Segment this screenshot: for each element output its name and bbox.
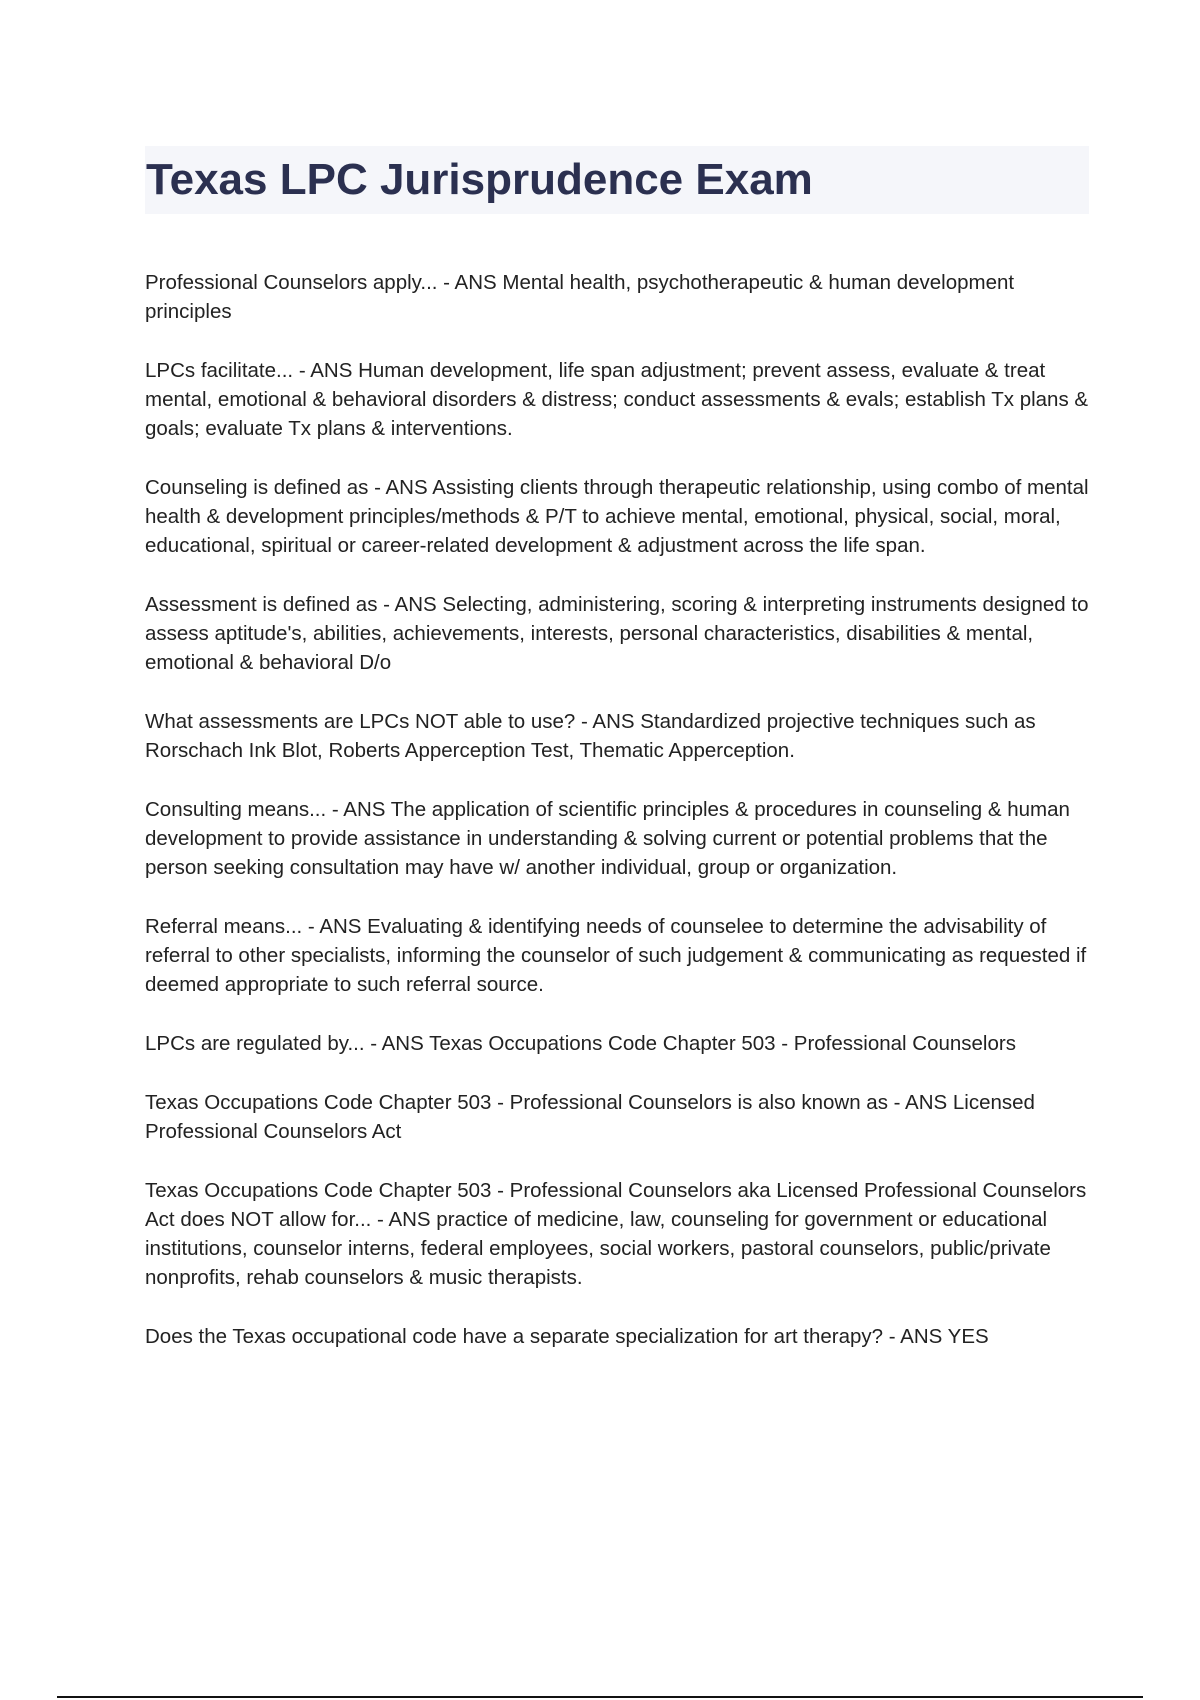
qa-item [145, 1088, 1095, 1146]
qa-item [145, 1176, 1095, 1292]
answer-text: The application of scientific principles & procedures in counseling & human development to provide assistance in understanding & solving current or potential problems that the person seeking consultation may have w/ another individual, group or organization. [145, 798, 1070, 879]
question-text: Texas Occupations Code Chapter 503 - Professional Counselors aka Licensed Professional Counselors Act does NOT allow for... [145, 1179, 1087, 1231]
answer-text: Selecting, administering, scoring & interpreting instruments designed to assess aptitude's, abilities, achievements, interests, personal characteristics, disabilities & mental, emotional & behavioral D/o [145, 593, 1089, 674]
answer-text: YES [947, 1325, 989, 1348]
answer-text: Texas Occupations Code Chapter 503 - Professional Counselors [429, 1032, 1016, 1055]
question-text: Consulting means... [145, 798, 327, 821]
answer-text: Standardized projective techniques such as Rorschach Ink Blot, Roberts Apperception Test, Thematic Apperception. [145, 710, 1036, 762]
answer-text: Assisting clients through therapeutic relationship, using combo of mental health & development principles/methods & P/T to achieve mental, emotional, physical, social, moral, educational, spiritual or career-related development & adjustment across the life span. [145, 476, 1089, 557]
question-text: Counseling is defined as [145, 476, 369, 499]
document-title: Texas LPC Jurisprudence Exam [146, 155, 813, 204]
qa-item [145, 707, 1095, 765]
qa-item [145, 1322, 1095, 1351]
answer-separator: - ANS [326, 798, 391, 821]
answer-separator: - ANS [302, 915, 368, 938]
question-text: LPCs are regulated by... [145, 1032, 365, 1055]
answer-text: Mental health, psychotherapeutic & human development principles [145, 271, 1015, 323]
answer-separator: - ANS [437, 271, 503, 294]
qa-item [145, 356, 1095, 443]
answer-separator: - ANS [887, 1091, 953, 1114]
answer-separator: - ANS [883, 1325, 948, 1348]
question-text: Professional Counselors apply... [145, 271, 438, 294]
answer-separator: - ANS [371, 1208, 437, 1231]
title-banner [145, 146, 1089, 214]
answer-separator: - ANS [293, 359, 359, 382]
qa-list [145, 268, 1095, 1381]
answer-text: Human development, life span adjustment; prevent assess, evaluate & treat mental, emotional & behavioral disorders & distress; conduct assessments & evals; establish Tx plans & goals; evaluate Tx plans & interventions. [145, 359, 1089, 440]
answer-separator: - ANS [368, 476, 433, 499]
question-text: Does the Texas occupational code have a separate specialization for art therapy? [145, 1325, 884, 1348]
qa-item [145, 268, 1095, 326]
answer-separator: - ANS [377, 593, 443, 616]
question-text: Referral means... [145, 915, 303, 938]
answer-separator: - ANS [364, 1032, 430, 1055]
answer-text: Evaluating & identifying needs of counselee to determine the advisability of referral to other specialists, informing the counselor of such judgement & communicating as requested if deemed appropriate to such referral source. [145, 915, 1087, 996]
answer-text: practice of medicine, law, counseling for government or educational institutions, counselor interns, federal employees, social workers, pastoral counselors, public/private nonprofits, rehab counselors & music therapists. [145, 1208, 1051, 1289]
qa-item [145, 473, 1095, 560]
question-text: Texas Occupations Code Chapter 503 - Professional Counselors is also known as [145, 1091, 888, 1114]
qa-item [145, 1029, 1095, 1058]
question-text: What assessments are LPCs NOT able to use? [145, 710, 576, 733]
question-text: LPCs facilitate... [145, 359, 294, 382]
qa-item [145, 912, 1095, 999]
footer-divider [57, 1696, 1143, 1698]
answer-separator: - ANS [575, 710, 641, 733]
answer-text: Licensed Professional Counselors Act [145, 1091, 1035, 1143]
qa-item [145, 795, 1095, 882]
qa-item [145, 590, 1095, 677]
question-text: Assessment is defined as [145, 593, 378, 616]
